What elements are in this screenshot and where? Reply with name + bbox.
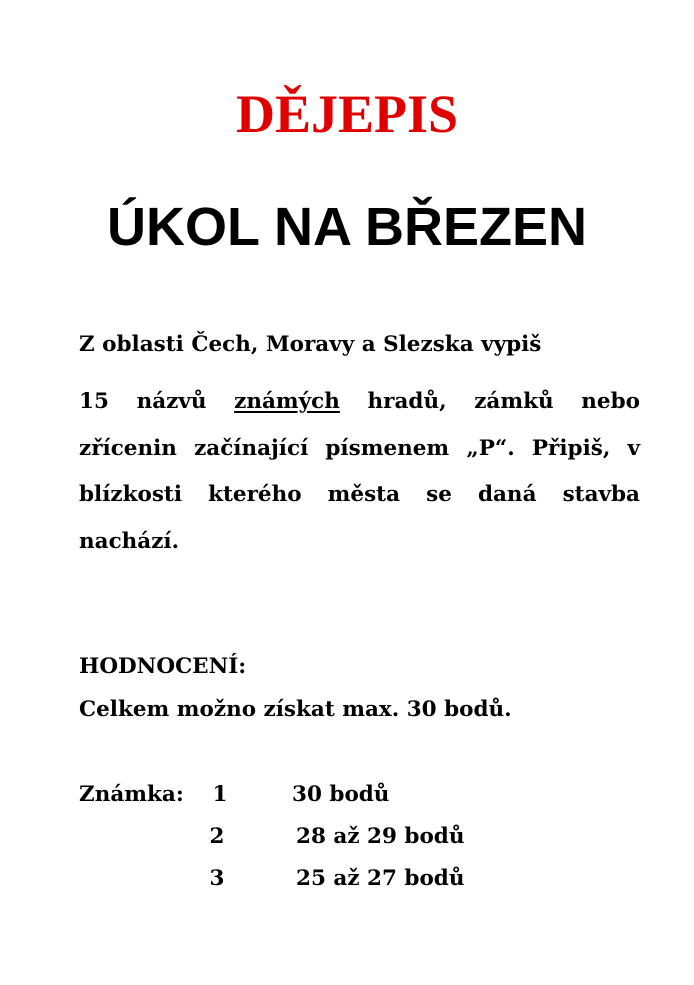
grading-heading: HODNOCENÍ:	[79, 654, 247, 679]
grade-number: 2	[209, 824, 225, 849]
task-intro: Z oblasti Čech, Moravy a Slezska vypiš	[79, 332, 542, 357]
grade-points: 25 až 27 bodů	[296, 866, 465, 891]
task-text-before: 15 názvů	[79, 389, 235, 414]
grade-points: 30 bodů	[292, 782, 390, 807]
task-paragraph	[79, 379, 640, 565]
subject-title: DĚJEPIS	[235, 84, 459, 144]
task-underlined-word: známých	[234, 389, 340, 414]
grading-max-points: Celkem možno získat max. 30 bodů.	[79, 697, 512, 722]
task-text-after: hradů, zámků nebo zřícenin začínající písmenem „P“. Připiš, v blízkosti kterého města se daná stavba nachází.	[79, 389, 640, 554]
grade-label: Známka:	[79, 782, 184, 807]
assignment-title: ÚKOL NA BŘEZEN	[106, 197, 587, 257]
grade-number: 3	[209, 866, 225, 891]
grade-points: 28 až 29 bodů	[296, 824, 465, 849]
grade-number: 1	[212, 782, 228, 807]
